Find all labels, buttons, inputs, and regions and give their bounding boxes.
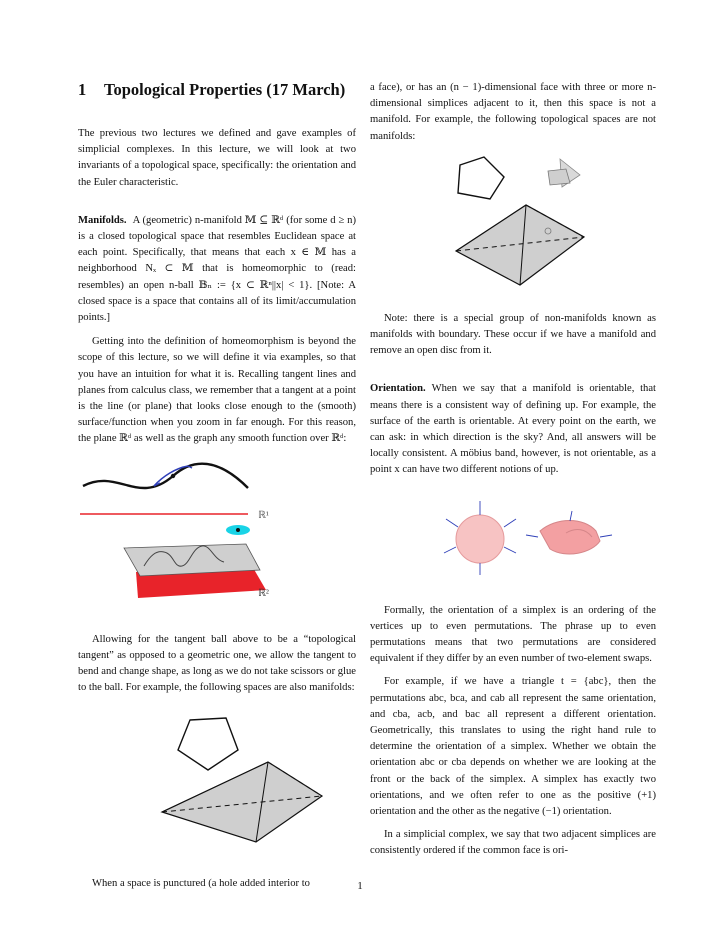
pentagon-manifold bbox=[178, 718, 238, 770]
homeomorphism-paragraph: Getting into the definition of homeomorphism is beyond the scope of this lecture, so we will define it via examples, so that you have an intuition for what it is. Recalling tangent lines and planes from calculus class, we remember that a tangent at a point is the line (or plane) that looks close enough to the (smooth) surface/function when you zoom in far enough. For this reason, the plane ℝᵈ as well as the graph any smooth function over ℝᵈ: bbox=[78, 336, 356, 445]
orientation-svg bbox=[370, 483, 656, 595]
r1-label: ℝ¹ bbox=[258, 509, 269, 521]
sphere bbox=[456, 515, 504, 563]
surface-point bbox=[236, 528, 240, 532]
orientation-figure bbox=[370, 483, 656, 595]
formal-paragraph: Formally, the orientation of a simplex is an ordering of the vertices up to even permutations. The phrase up to even permutations means that two permutations are considered equivalent if they differ by an even number of two-element swaps. bbox=[370, 604, 656, 665]
complex-paragraph: In a simplicial complex, we say that two adjacent simplices are consistently ordered if the common face is ori- bbox=[370, 829, 656, 857]
intro-paragraph: The previous two lectures we defined and gave examples of simplicial complexes. In this lecture, we will look at two invariants of a topological space, specifically: the orientation and the Euler characteristic. bbox=[78, 128, 356, 188]
r2-label: ℝ² bbox=[258, 587, 269, 599]
punctured-pentagon bbox=[458, 157, 504, 199]
non-manifold-bipyramid bbox=[456, 205, 584, 285]
mobius-band bbox=[540, 520, 600, 554]
continuation-paragraph: a face), or has an (n − 1)-dimensional face with three or more n-dimensional simplices adjacent to it, then this space is not a manifold. For example, the following topological spaces are not manifolds: bbox=[370, 82, 656, 142]
tangent-paragraph: Allowing for the tangent ball above to be a “topological tangent” as opposed to a geometric one, we allow the tangent to bend and change shape, as long as we do not take scissors or glue to the ball. For example, the following spaces are also manifolds: bbox=[78, 633, 356, 694]
orientation-body: When we say that a manifold is orientable, that means there is a consistent way of defining up. For example, the surface of the earth is orientable. At every point on the earth, we can ask: in which direction is the sky? And, all answers will be locally consistent. A möbius band, however, is not orientable, as a point x can have two different notions of up. bbox=[370, 383, 656, 476]
manifold-examples-svg bbox=[78, 710, 356, 848]
boundary-note-paragraph: Note: there is a special group of non-manifolds known as manifolds with boundary. These occur if we have a manifold and remove an open disc from it. bbox=[370, 312, 656, 357]
right-column bbox=[370, 80, 656, 860]
puncture-paragraph: When a space is punctured (a hole added interior to bbox=[92, 878, 310, 890]
manifold-examples-figure bbox=[78, 710, 356, 848]
tangent-figure-svg bbox=[78, 448, 356, 620]
section-title: Topological Properties (17 March) bbox=[104, 80, 346, 99]
tangent-figure bbox=[78, 448, 356, 620]
fin-shape bbox=[548, 169, 570, 185]
smooth-surface bbox=[124, 544, 260, 576]
triangle-paragraph: For example, if we have a triangle t = {abc}, then the permutations abc, bca, and cab all represent the same orientation, and cba, acb, and bac all represent a different orientation. Geometrically, this translates to using the right hand rule to determine the orientation of a simplex. Whether we obtain the orientation abc or cba depends on whether we are looking at the front or the back of the simplex. A simplex has exactly two orientations, and we often refer to one as the positive (+1) orientation and the other as the negative (−1) orientation. bbox=[370, 676, 656, 818]
orientation-heading: Orientation. bbox=[370, 383, 426, 395]
non-manifold-svg bbox=[370, 155, 656, 303]
tangent-point bbox=[171, 473, 175, 477]
manifolds-paragraph bbox=[78, 213, 356, 326]
section-heading bbox=[78, 80, 356, 100]
section-number: 1 bbox=[78, 80, 87, 99]
non-manifold-figure bbox=[370, 155, 656, 303]
manifolds-body: A (geometric) n-manifold 𝕄 ⊆ ℝᵈ (for some d ≥ n) is a closed topological space that resembles Euclidean space at each point. Specifically, that means that each x ∈ 𝕄 has a neighborhood Nₓ ⊂ 𝕄 that is homeomorphic to (read: resembles) an open n-ball 𝔹ₙ := {x ⊂ ℝⁿ||x| < 1}. [Note: A closed space is a space that contains all of its limit/accumulation points.] bbox=[78, 214, 356, 324]
manifolds-heading: Manifolds. bbox=[78, 214, 127, 226]
left-column bbox=[78, 80, 356, 893]
orientation-paragraph bbox=[370, 381, 656, 478]
page-number: 1 bbox=[357, 880, 363, 892]
